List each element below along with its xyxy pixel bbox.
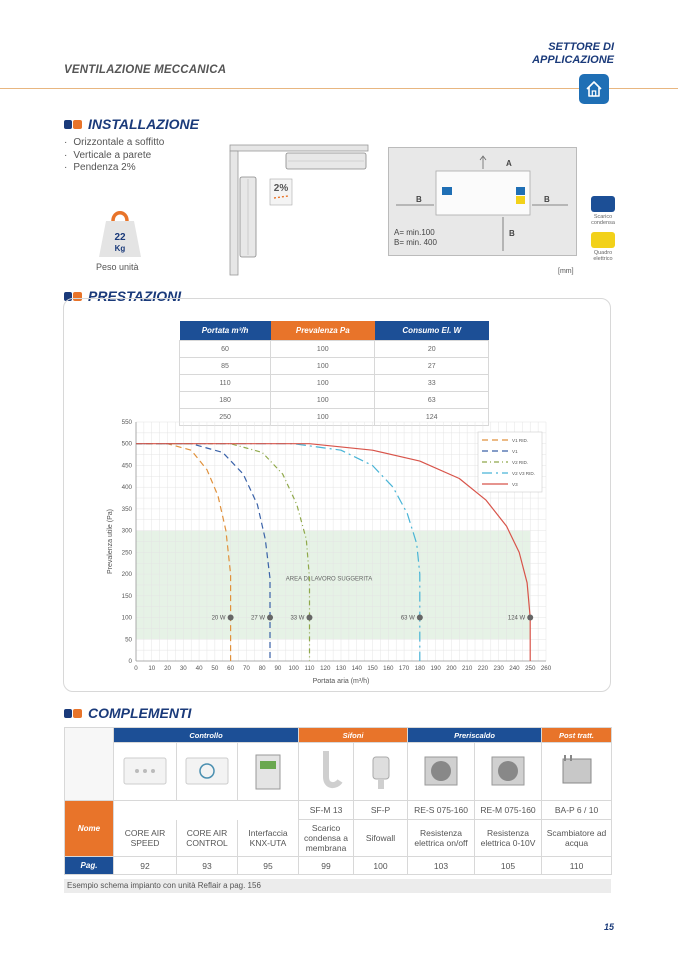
data-point-label: 27 W (251, 615, 266, 622)
perf-header-portata: Portata m³/h (180, 321, 271, 341)
y-tick-label: 450 (121, 462, 132, 470)
x-tick-label: 140 (351, 665, 362, 672)
cell: 100 (271, 409, 375, 426)
data-point-label: 20 W (211, 615, 226, 622)
weight-icon (96, 207, 144, 259)
x-tick-label: 150 (367, 665, 378, 672)
legend-label: V3 (512, 482, 518, 487)
legend-scarico (590, 196, 616, 226)
y-tick-label: 400 (121, 484, 132, 492)
data-point-label: 124 W (507, 615, 526, 622)
cell: 27 (375, 358, 489, 375)
y-tick-label: 500 (121, 440, 132, 448)
category-title-line1: SETTORE DI (548, 41, 614, 53)
y-tick-label: 0 (128, 658, 132, 665)
item-name: Resistenza elettrica on/off (408, 820, 475, 857)
page-ref-link[interactable]: 95 (238, 857, 299, 875)
accessories-table (64, 727, 612, 875)
y-tick-label: 350 (121, 505, 132, 513)
data-point (228, 615, 234, 621)
x-tick-label: 190 (430, 665, 441, 672)
list-item: · Orizzontale a soffitto (64, 137, 164, 150)
performance-table (179, 321, 489, 426)
list-item: · Verticale a parete (64, 150, 164, 163)
category-title-line2: APPLICAZIONE (532, 54, 614, 66)
cell: 85 (180, 358, 271, 375)
item-code: RE-S 075-160 (408, 801, 475, 820)
page-ref-link[interactable]: 92 (114, 857, 177, 875)
page-number: 15 (603, 922, 614, 932)
item-name: CORE AIR CONTROL (177, 820, 238, 857)
x-tick-label: 210 (461, 665, 473, 672)
x-tick-label: 40 (195, 665, 203, 672)
group-sifoni: Sifoni (299, 728, 408, 743)
drain-icon (591, 196, 615, 212)
product-image (408, 743, 475, 801)
row-label-pag: Pag. (65, 857, 114, 875)
cell: 63 (375, 392, 489, 409)
cell: 33 (375, 375, 489, 392)
x-tick-label: 220 (477, 665, 489, 672)
item-code: RE-M 075-160 (475, 801, 542, 820)
header-divider (0, 88, 678, 89)
y-tick-label: 250 (121, 549, 132, 557)
group-preriscaldo: Preriscaldo (408, 728, 542, 743)
dim-note-a: A= min.100 (394, 228, 435, 237)
legend-label: V1 RID. (512, 438, 529, 443)
x-tick-label: 90 (274, 665, 282, 672)
complementi-section-title (64, 705, 191, 721)
group-controllo: Controllo (114, 728, 299, 743)
perf-header-prevalenza: Prevalenza Pa (271, 321, 375, 341)
clearance-diagram (388, 147, 580, 275)
data-point (417, 615, 423, 621)
slope-label: 2% (273, 183, 289, 194)
prestazioni-title-text: PRESTAZIONI (88, 288, 182, 304)
cell: 180 (180, 392, 271, 409)
section-bullet-icon (64, 120, 82, 129)
cell: 124 (375, 409, 489, 426)
y-tick-label: 300 (121, 527, 132, 535)
installazione-section-title (64, 116, 199, 132)
weight-label: Peso unità (96, 262, 139, 272)
product-image (354, 743, 408, 801)
legend-scarico-text: Scarico condensa (591, 214, 615, 226)
page-ref-link[interactable]: 100 (354, 857, 408, 875)
installazione-title-text: INSTALLAZIONE (88, 116, 199, 132)
weight-unit: Kg (114, 244, 126, 253)
cell (114, 801, 299, 820)
y-tick-label: 550 (121, 419, 132, 426)
item-name: Interfaccia KNX-UTA (238, 820, 299, 857)
x-tick-label: 250 (525, 665, 536, 672)
data-point (306, 615, 312, 621)
x-tick-label: 80 (258, 665, 266, 672)
item-code: BA-P 6 / 10 (542, 801, 612, 820)
cell: 100 (271, 375, 375, 392)
table-corner (65, 728, 114, 801)
cell: 250 (180, 409, 271, 426)
y-tick-label: 200 (121, 571, 132, 579)
cell: 100 (271, 358, 375, 375)
page-ref-link[interactable]: 105 (475, 857, 542, 875)
page-ref-link[interactable]: 110 (542, 857, 612, 875)
page-ref-link[interactable]: 99 (299, 857, 354, 875)
y-axis-title: Prevalenza utile (Pa) (107, 509, 114, 574)
x-tick-label: 100 (288, 665, 299, 672)
list-item: · Pendenza 2% (64, 162, 164, 175)
footnote: Esempio schema impianto con unità Reflair a pag. 156 (64, 879, 611, 893)
dim-b-bottom-label: B (509, 229, 515, 238)
area-label: AREA DI LAVORO SUGGERITA (285, 576, 373, 583)
water-coil-icon (555, 749, 599, 793)
data-point-label: 33 W (290, 615, 305, 622)
table-row (180, 392, 489, 409)
section-bullet-icon (64, 709, 82, 718)
x-tick-label: 20 (164, 665, 171, 672)
x-tick-label: 30 (179, 665, 187, 672)
unit-note: [mm] (558, 268, 574, 275)
cell: 110 (180, 375, 271, 392)
x-tick-label: 0 (134, 665, 138, 672)
x-tick-label: 70 (242, 665, 250, 672)
x-tick-label: 170 (398, 665, 410, 672)
legend-quadro-text: Quadro elettrico (593, 250, 613, 262)
x-tick-label: 180 (414, 665, 426, 672)
product-image (475, 743, 542, 801)
legend-box (478, 432, 542, 492)
table-row (180, 358, 489, 375)
dim-note-b: B= min. 400 (394, 238, 437, 247)
din-module-icon (248, 749, 288, 793)
category-title (532, 41, 614, 67)
item-code: SF-M 13 (299, 801, 354, 820)
product-image (114, 743, 177, 801)
group-post-tratt: Post tratt. (542, 728, 612, 743)
data-point (267, 615, 273, 621)
item-name: Scambiatore ad acqua (542, 820, 612, 857)
row-label-nome: Nome (65, 801, 114, 857)
x-tick-label: 230 (493, 665, 504, 672)
x-tick-label: 160 (383, 665, 394, 672)
item-name: Sifowall (354, 820, 408, 857)
heater-icon (419, 749, 463, 793)
page-ref-link[interactable]: 93 (177, 857, 238, 875)
item-name: CORE AIR SPEED (114, 820, 177, 857)
perf-header-consumo: Consumo El. W (375, 321, 489, 341)
table-row (180, 341, 489, 358)
x-tick-label: 120 (320, 665, 331, 672)
cell: 20 (375, 341, 489, 358)
x-tick-label: 260 (540, 665, 552, 672)
electric-panel-icon (591, 232, 615, 248)
home-icon (579, 74, 609, 104)
product-image (177, 743, 238, 801)
installation-list (64, 137, 164, 175)
legend-label: V1 (512, 449, 518, 454)
data-point (527, 615, 533, 621)
wall-siphon-icon (361, 747, 401, 795)
product-image (299, 743, 354, 801)
table-row (180, 375, 489, 392)
control-panel-icon (121, 754, 169, 788)
x-tick-label: 110 (304, 665, 315, 672)
weight-value: 22 (114, 232, 126, 243)
x-tick-label: 60 (227, 665, 235, 672)
product-image (238, 743, 299, 801)
performance-chart (100, 412, 560, 690)
item-name: Resistenza elettrica 0-10V (475, 820, 542, 857)
data-point-label: 63 W (400, 615, 415, 622)
cell: 100 (271, 341, 375, 358)
x-tick-label: 200 (446, 665, 457, 672)
siphon-icon (306, 747, 346, 795)
item-code: SF-P (354, 801, 408, 820)
dim-b-right-label: B (544, 195, 550, 204)
y-tick-label: 50 (125, 636, 132, 644)
product-image (542, 743, 612, 801)
cell: 100 (271, 392, 375, 409)
x-tick-label: 130 (335, 665, 347, 672)
x-tick-label: 50 (211, 665, 219, 672)
dim-b-left-label: B (416, 195, 422, 204)
y-tick-label: 100 (121, 614, 132, 622)
thermostat-icon (183, 754, 231, 788)
legend-label: V2 RID. (512, 460, 529, 465)
x-axis-title: Portata aria (m³/h) (312, 678, 370, 685)
cell: 60 (180, 341, 271, 358)
section-header-title: VENTILAZIONE MECCANICA (64, 64, 227, 76)
dim-a-label: A (506, 159, 512, 168)
heater-modulating-icon (486, 749, 530, 793)
x-tick-label: 10 (148, 665, 156, 672)
legend-label: V2 V3 RID. (512, 471, 535, 476)
complementi-title-text: COMPLEMENTI (88, 705, 192, 721)
legend-quadro (590, 232, 616, 262)
y-tick-label: 150 (121, 592, 132, 600)
item-name: Scarico condensa a membrana (299, 820, 354, 857)
mounting-diagram (228, 143, 373, 278)
x-tick-label: 240 (509, 665, 520, 672)
home-button[interactable] (579, 74, 609, 104)
page-ref-link[interactable]: 103 (408, 857, 475, 875)
